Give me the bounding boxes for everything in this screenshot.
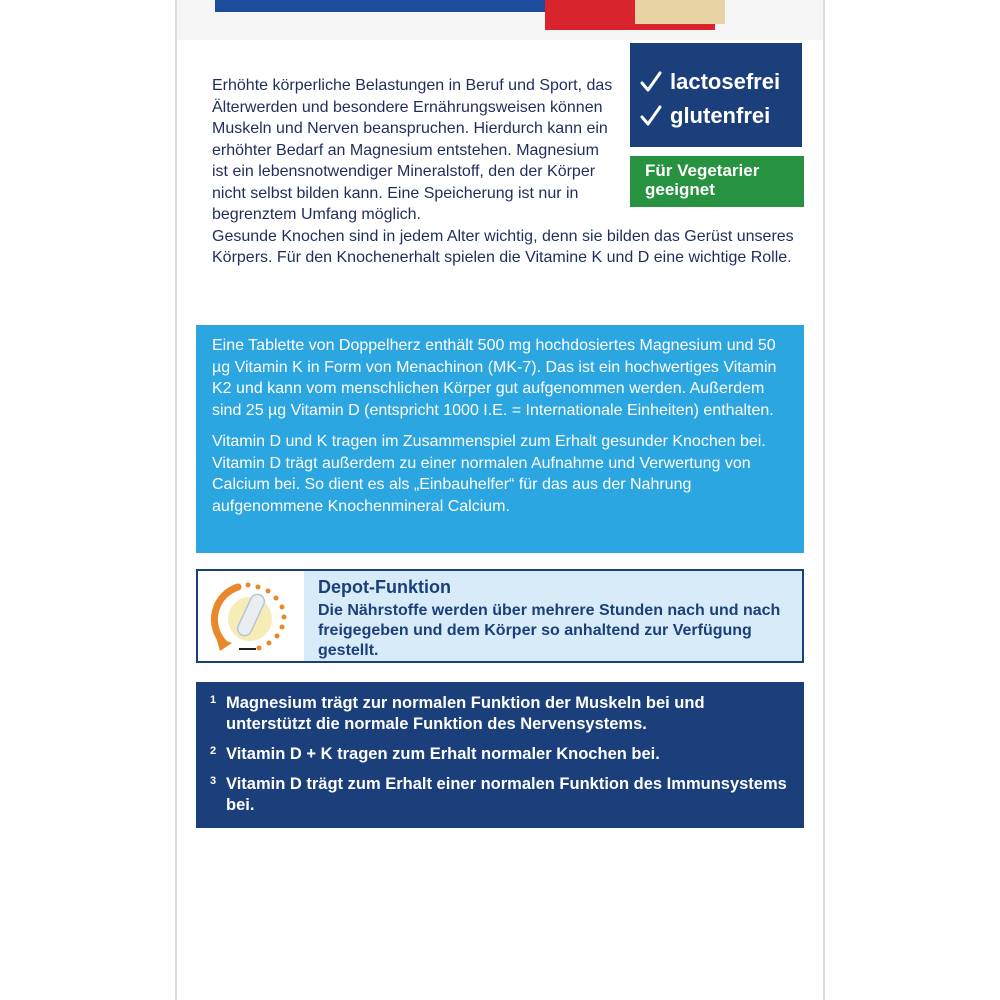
intro-paragraph-1: Erhöhte körperliche Belastungen in Beruf und Sport, das Älterwerden und besondere Ernährungsweisen können Muskeln und Nerven beanspruchen. Hierdurch kann ein erhöhter Bedarf an Magnesium entstehen. Magnesium ist ein lebensnotwendiger Mineralstoff, den der Körper nicht selbst bilden kann. Eine Speicherung ist nur in begrenztem Umfang möglich. xyxy=(212,77,613,223)
claim-text: Magnesium trägt zur normalen Funktion der Muskeln bei und unterstützt die normale Funktion des Nervensystems. xyxy=(226,694,705,733)
claim-item xyxy=(210,693,790,735)
claim-number: 1 xyxy=(210,694,217,706)
intro-text xyxy=(212,75,797,269)
claim-text: Vitamin D + K tragen zum Erhalt normaler Knochen bei. xyxy=(226,745,660,763)
package-top-flap xyxy=(175,0,825,40)
claim-item xyxy=(210,774,790,816)
claim-text: Vitamin D trägt zum Erhalt einer normalen Funktion des Immunsystems bei. xyxy=(226,775,787,814)
info-paragraph-1: Eine Tablette von Doppelherz enthält 500 mg hochdosiertes Magnesium und 50 µg Vitamin K in Form von Menachinon (MK-7). Das ist ein hochwertiges Vitamin K2 und kann vom menschlichen Körper gut aufgenommen werden. Außerdem sind 25 µg Vitamin D (entspricht 1000 I.E. = Internationale Einheiten) enthalten. xyxy=(212,337,777,419)
product-info-panel xyxy=(196,325,804,553)
gluten-free-label: glutenfrei xyxy=(670,103,771,128)
package-left-edge xyxy=(175,0,177,1000)
claim-number: 3 xyxy=(210,775,217,787)
flap-blue-band xyxy=(215,0,575,12)
info-paragraph-2: Vitamin D und K tragen im Zusammenspiel zum Erhalt gesunder Knochen bei. Vitamin D trägt außerdem zu einer normalen Aufnahme und Verwertung von Calcium bei. So dient es als „Einbauhelfer“ für das aus der Nahrung aufgenommene Knochenmineral Calcium. xyxy=(212,433,766,515)
clock-tablet-icon xyxy=(198,571,304,661)
flap-gold-band xyxy=(635,0,725,24)
depot-title: Depot-Funktion xyxy=(318,577,451,597)
claim-item xyxy=(210,744,790,765)
lactose-free-label: lactosefrei xyxy=(670,69,781,94)
health-claims-panel xyxy=(196,682,804,828)
package-right-edge xyxy=(823,0,825,1000)
vegetarian-badge: Für Vegetarier geeignet xyxy=(630,156,804,207)
depot-function-box xyxy=(196,569,804,663)
depot-text: Die Nährstoffe werden über mehrere Stunden nach und nach freigegeben und dem Körper so anhaltend zur Verfügung gestellt. xyxy=(318,602,781,659)
intro-paragraph-2: Gesunde Knochen sind in jedem Alter wichtig, denn sie bilden das Gerüst unseres Körpers. Für den Knochenerhalt spielen die Vitamine K und D eine wichtige Rolle. xyxy=(212,227,794,266)
claim-number: 2 xyxy=(210,745,217,757)
